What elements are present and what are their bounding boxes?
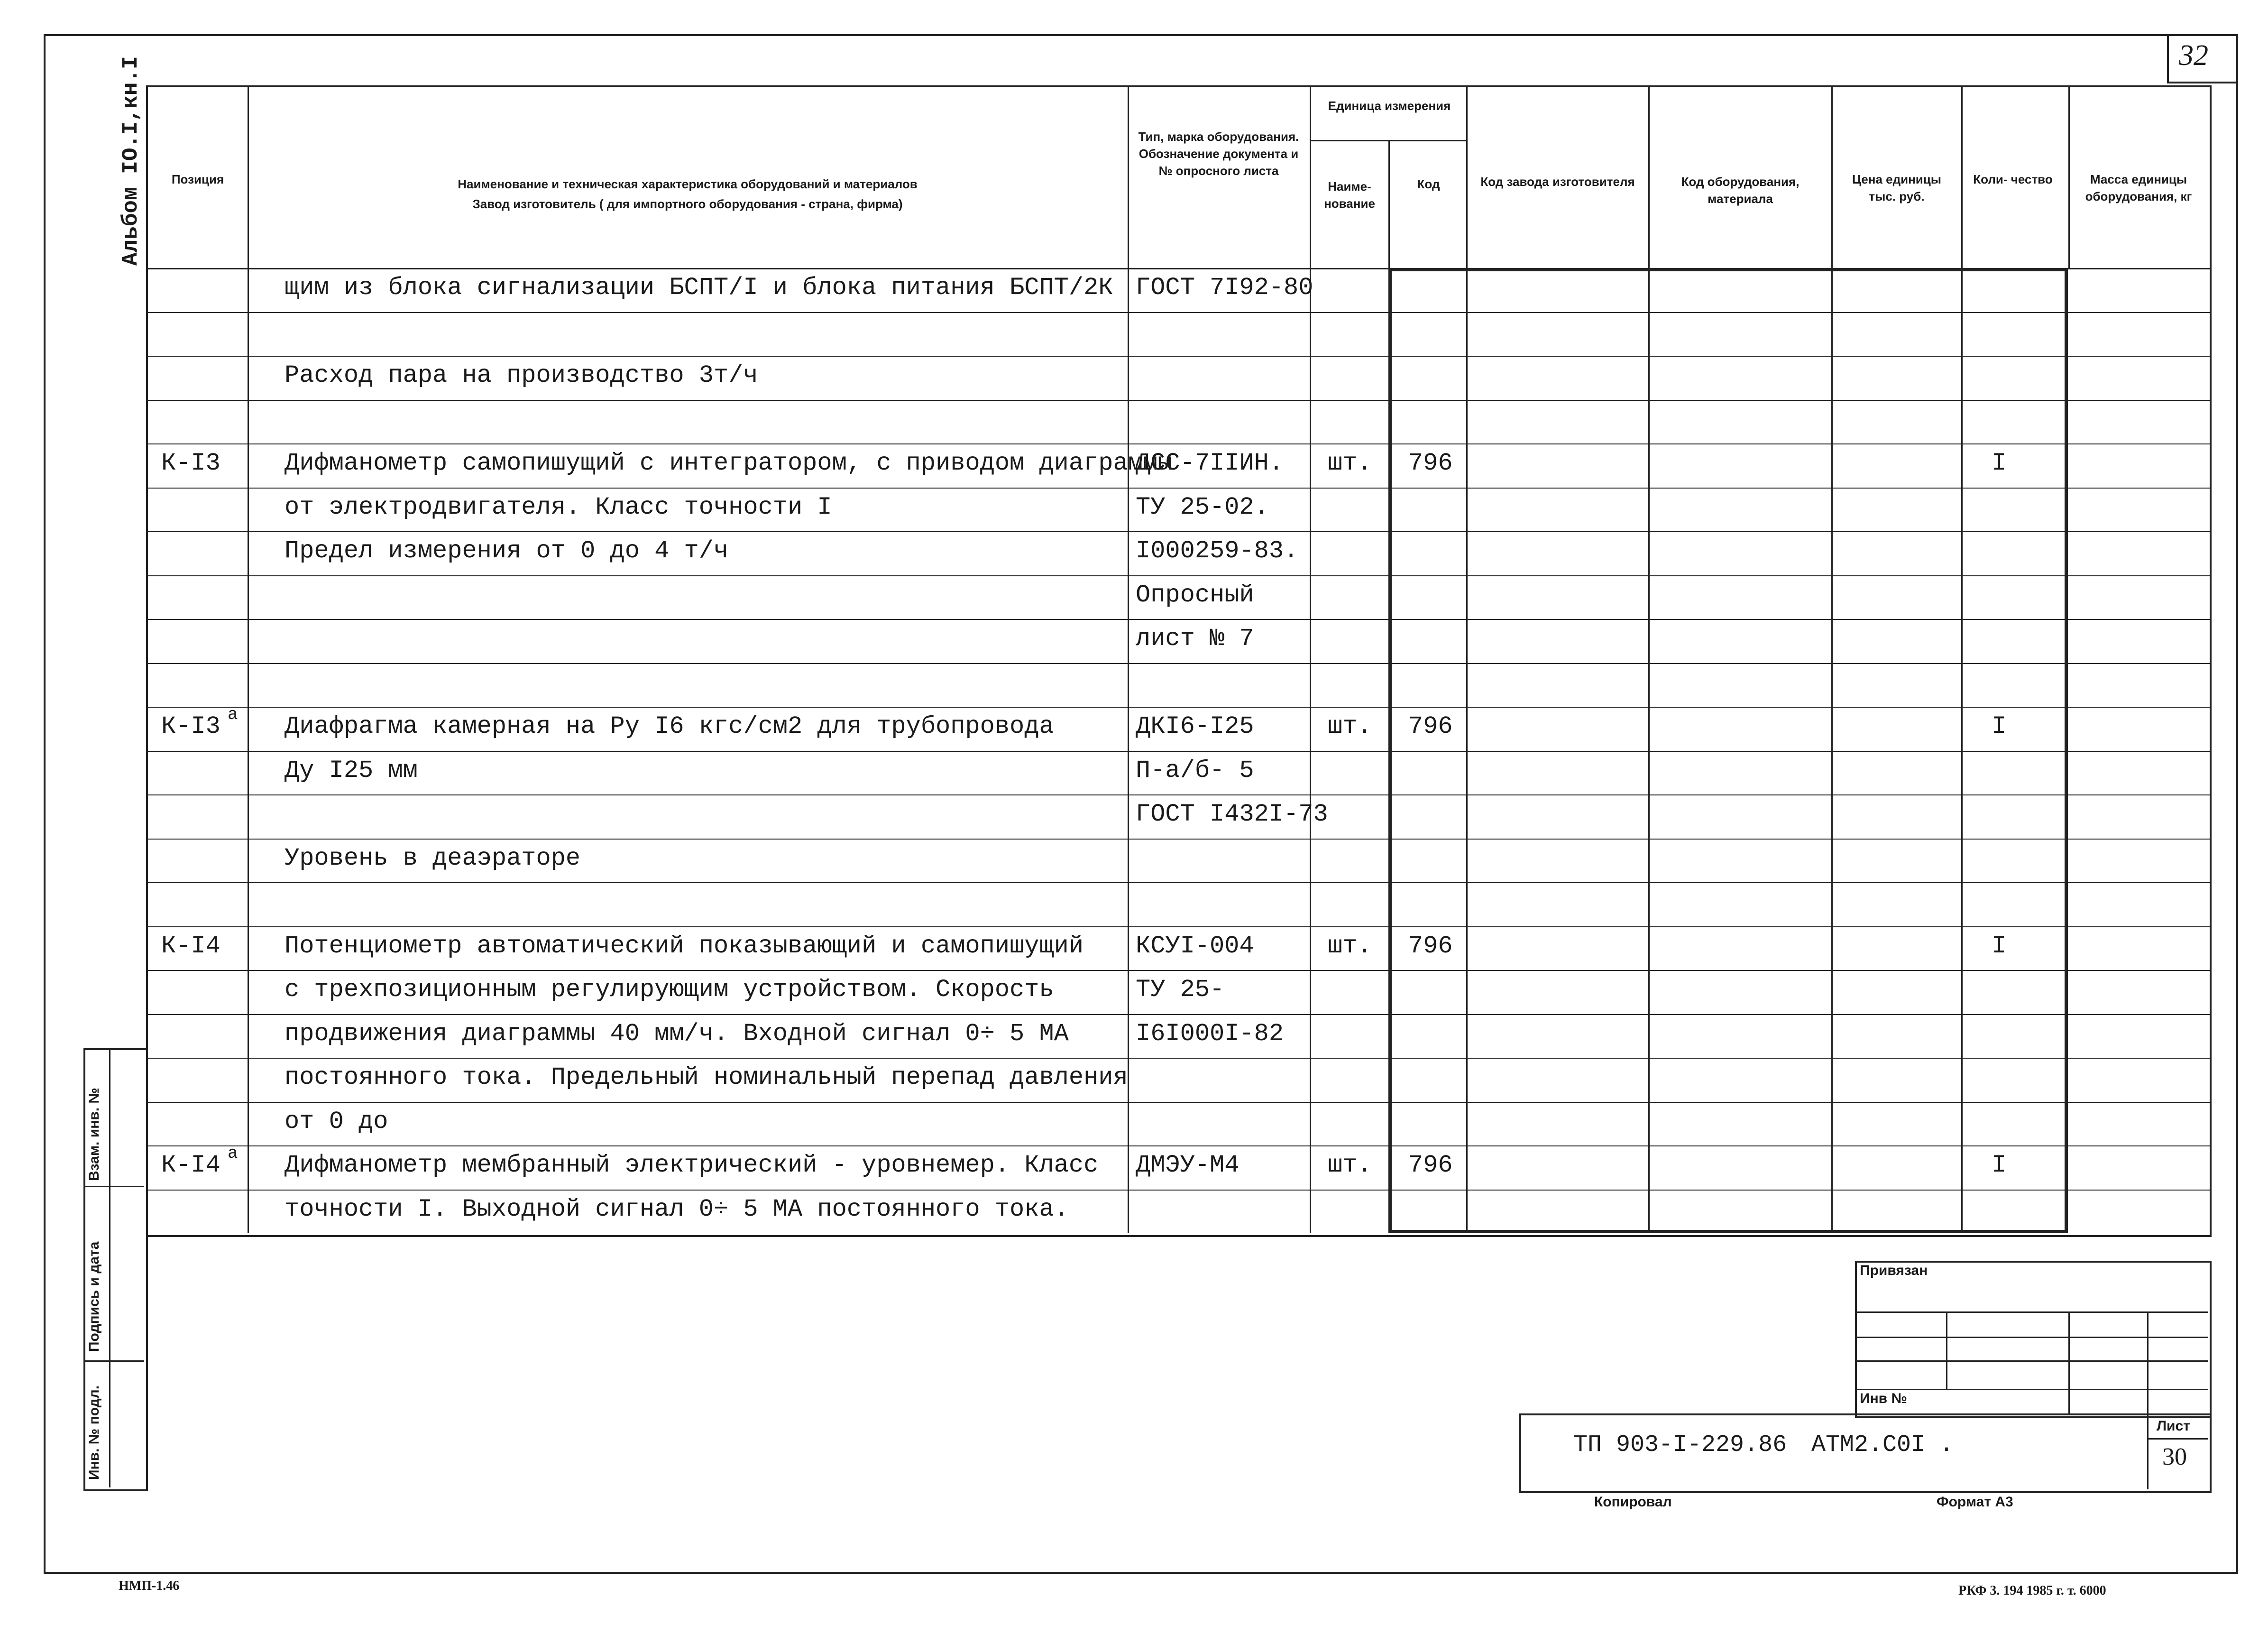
side-stamp-vzam: Взам. инв. № (86, 1088, 102, 1181)
row-name: Предел измерения от 0 до 4 т/ч (285, 537, 729, 565)
privyazan-vline (2068, 1311, 2070, 1414)
privyazan-line (1855, 1337, 2208, 1338)
header-type: Тип, марка оборудования. Обозначение документа и № опросного листа (1138, 129, 1299, 178)
row-line (146, 356, 2210, 357)
row-code: 796 (1408, 1151, 1453, 1179)
row-line (146, 1102, 2210, 1103)
col-line (2068, 85, 2070, 268)
row-position: К-I3 (161, 712, 220, 740)
header-name-line1: Наименование и техническая характеристика оборудований и материалов (458, 177, 918, 191)
list-divider (2147, 1413, 2149, 1489)
row-name: точности I. Выходной сигнал 0÷ 5 МА постоянного тока. (285, 1195, 1069, 1223)
row-line (146, 970, 2210, 971)
row-line (146, 663, 2210, 664)
header-position: Позиция (171, 172, 224, 186)
header-price: Цена единицы тыс. руб. (1852, 172, 1941, 203)
row-name: от электродвигателя. Класс точности I (285, 493, 832, 521)
album-label: Альбом IO.I,кн.I (119, 56, 143, 266)
row-line (146, 707, 2210, 708)
row-unit: шт. (1328, 932, 1372, 960)
header-mass: Масса единицы оборудования, кг (2085, 172, 2192, 203)
row-name: щим из блока сигнализации БСПТ/I и блока питания БСПТ/2К (285, 274, 1113, 302)
row-type: I000259-83. (1136, 537, 1299, 565)
row-line (146, 443, 2210, 444)
row-name: Потенциометр автоматический показывающий и самопишущий (285, 932, 1084, 960)
row-position: К-I3 (161, 449, 220, 477)
row-code: 796 (1408, 712, 1453, 740)
row-position-sup: а (228, 705, 238, 724)
row-position: К-I4 (161, 932, 220, 960)
row-type: ГОСТ 7I92-80 (1136, 274, 1313, 302)
list-label: Лист (2157, 1418, 2190, 1434)
privyazan-label: Привязан (1860, 1263, 1928, 1278)
row-line (146, 488, 2210, 489)
privyazan-line (1855, 1311, 2208, 1313)
col-line (1648, 85, 1650, 1233)
header-unit-group: Единица измерения (1328, 99, 1451, 113)
privyazan-vline (2147, 1311, 2149, 1414)
row-line (146, 751, 2210, 752)
row-code: 796 (1408, 449, 1453, 477)
row-name: Уровень в деаэраторе (285, 844, 581, 872)
body-bottom-bold (1388, 1230, 2067, 1233)
row-type: КСУI-004 (1136, 932, 1254, 960)
col-line (1961, 85, 1963, 1233)
row-type: ГОСТ I432I-73 (1136, 800, 1328, 828)
row-name: Ду I25 мм (285, 756, 418, 785)
row-line (146, 794, 2210, 795)
row-position: К-I4 (161, 1151, 220, 1179)
sheet-corner-number: 32 (2179, 39, 2208, 72)
header-factory-code: Код завода изготовителя (1480, 175, 1635, 189)
inv-no-label: Инв № (1860, 1391, 1907, 1406)
row-name: от 0 до (285, 1107, 388, 1136)
row-name: продвижения диаграммы 40 мм/ч. Входной сигнал 0÷ 5 МА (285, 1019, 1069, 1048)
row-type: ДМЭУ-М4 (1136, 1151, 1240, 1179)
col-line (1466, 85, 1468, 1233)
row-line (146, 1190, 2210, 1191)
row-type: ДСС-7IIИН. (1136, 449, 1284, 477)
row-line (146, 926, 2210, 927)
row-line (146, 400, 2210, 401)
row-line (146, 619, 2210, 620)
format-label: Формат А3 (1937, 1494, 2013, 1510)
header-qty: Коли- чество (1973, 172, 2053, 186)
row-qty: I (1992, 712, 2007, 740)
col-line (248, 85, 249, 1233)
side-stamp-inv: Инв. № подл. (86, 1385, 102, 1480)
col-line (1128, 85, 1129, 1233)
header-unit-name: Наиме- нование (1324, 179, 1375, 211)
row-type: ТУ 25-02. (1136, 493, 1269, 521)
row-position-sup: а (228, 1144, 238, 1163)
row-line (146, 839, 2210, 840)
row-name: Дифманометр самопишущий с интегратором, с приводом диаграммы (285, 449, 1173, 477)
body-top-bold (1388, 268, 2067, 271)
row-line (146, 312, 2210, 313)
privyazan-line (1855, 1389, 2208, 1390)
side-stamp-line (83, 1360, 144, 1362)
row-type: ДКI6-I25 (1136, 712, 1254, 740)
header-equip-code: Код оборудования, материала (1681, 175, 1800, 206)
col-line (1388, 140, 1390, 268)
footer-right: РКФ 3. 194 1985 г. т. 6000 (1958, 1583, 2106, 1598)
side-stamp-podpis: Подпись и дата (86, 1241, 102, 1352)
row-qty: I (1992, 932, 2007, 960)
row-unit: шт. (1328, 449, 1372, 477)
row-name: постоянного тока. Предельный номинальный перепад давления (285, 1063, 1128, 1091)
doc-code-number: ТП 903-I-229.86 (1573, 1431, 1787, 1459)
row-name: Диафрагма камерная на Ру I6 кгс/см2 для трубопровода (285, 712, 1054, 740)
row-unit: шт. (1328, 1151, 1372, 1179)
privyazan-block (1855, 1261, 2212, 1418)
row-line (146, 882, 2210, 883)
privyazan-line (1855, 1360, 2208, 1362)
row-type: лист № 7 (1136, 625, 1254, 653)
row-name: с трехпозиционным регулирующим устройством. Скорость (285, 976, 1054, 1004)
row-qty: I (1992, 449, 2007, 477)
row-type: Опросный (1136, 581, 1254, 609)
row-line (146, 531, 2210, 532)
side-stamp-line (83, 1186, 144, 1187)
row-line (146, 1058, 2210, 1059)
unit-group-divider (1310, 140, 1466, 141)
row-type: П-а/б- 5 (1136, 756, 1254, 785)
row-name: Расход пара на производство 3т/ч (285, 361, 758, 389)
kopiroval-label: Копировал (1594, 1494, 1672, 1510)
list-line (2147, 1438, 2208, 1440)
row-name: Дифманометр мембранный электрический - уровнемер. Класс (285, 1151, 1099, 1179)
row-unit: шт. (1328, 712, 1372, 740)
row-type: ТУ 25- (1136, 976, 1225, 1004)
footer-left: НМП-1.46 (119, 1579, 180, 1593)
doc-code (1573, 1431, 1787, 1459)
row-qty: I (1992, 1151, 2007, 1179)
header-unit-code: Код (1417, 177, 1440, 191)
row-type: I6I000I-82 (1136, 1019, 1284, 1048)
row-line (146, 1014, 2210, 1015)
col-line (1831, 85, 1833, 1233)
doc-suffix: АТМ2.С0I . (1811, 1431, 1954, 1459)
row-code: 796 (1408, 932, 1453, 960)
row-line (146, 575, 2210, 576)
list-number: 30 (2162, 1443, 2187, 1470)
col-line (1310, 85, 1311, 1233)
side-stamp-divider (109, 1048, 110, 1487)
privyazan-vline (1946, 1311, 1947, 1389)
row-line (146, 1145, 2210, 1146)
header-name-line2: Завод изготовитель ( для импортного оборудования - страна, фирма) (472, 197, 903, 211)
